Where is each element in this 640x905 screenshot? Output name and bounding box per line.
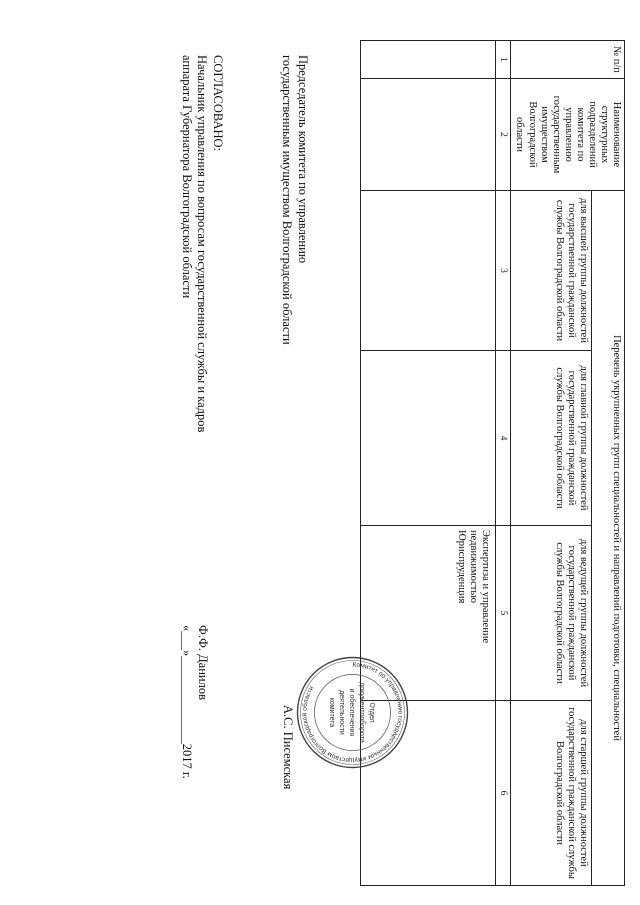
highest-group-header: для высшей группы должностей государственной гражданской службы Волгоградской области xyxy=(511,191,591,351)
row-highest-cell xyxy=(361,191,496,351)
column-number: 1 xyxy=(496,41,511,79)
col-number-header: № п/п xyxy=(511,41,625,79)
row-main-cell xyxy=(361,351,496,526)
column-number: 2 xyxy=(496,79,511,191)
agreed-date-line: «___»______________2017 г. xyxy=(180,625,195,779)
stamp-line: и обеспечения xyxy=(348,688,355,737)
chairman-signature-block xyxy=(279,55,310,505)
column-number: 6 xyxy=(496,701,511,886)
agreed-name-block xyxy=(179,625,225,779)
agreed-name: Ф.Ф. Данилов xyxy=(196,625,210,700)
stamp-line: Отдел xyxy=(368,702,375,723)
stamp-line: деятельности xyxy=(338,690,345,735)
chairman-name: А.С. Писемская xyxy=(281,705,295,790)
agreed-title-line2: аппарата Губернатора Волгоградской области xyxy=(179,55,194,299)
row-department-cell xyxy=(361,79,496,191)
column-number: 3 xyxy=(496,191,511,351)
agreed-block xyxy=(178,55,225,615)
chairman-title-line1: Председатель комитета по управлению xyxy=(296,55,310,264)
department-stamp xyxy=(295,655,410,770)
leading-group-header: для ведущей группы должностей государственной гражданской службы Волгоградской области xyxy=(511,526,591,701)
stamp-ring-text: Комитет по управлению государственным имуществом Волгоградской области xyxy=(301,661,404,764)
agreed-label: СОГЛАСОВАНО: xyxy=(211,55,225,152)
senior-group-header: для старшей группы должностей государственной гражданской службы Волгоградской области xyxy=(511,701,591,886)
column-number: 5 xyxy=(496,526,511,701)
col-department-header: Наименование структурных подразделений комитета по управлению государственным имуществом Волгоградской области xyxy=(511,79,625,191)
row-leading-cell: Экспертиза и управление недвижимостью Юриспруденция xyxy=(361,526,496,701)
chairman-title-line2: государственным имуществом Волгоградской области xyxy=(280,55,295,345)
row-number-cell xyxy=(361,41,496,79)
agreed-title-line1: Начальник управления по вопросам государственной службы и кадров xyxy=(195,55,210,433)
column-number: 4 xyxy=(496,351,511,526)
main-group-header: для главной группы должностей государственной гражданской службы Волгоградской области xyxy=(511,351,591,526)
stamp-line: комитета xyxy=(328,697,335,728)
specialties-group-header: Перечень укрупненных групп специальностей и направлений подготовки, специальностей xyxy=(591,191,624,886)
stamp-line: документооборота xyxy=(358,682,365,743)
